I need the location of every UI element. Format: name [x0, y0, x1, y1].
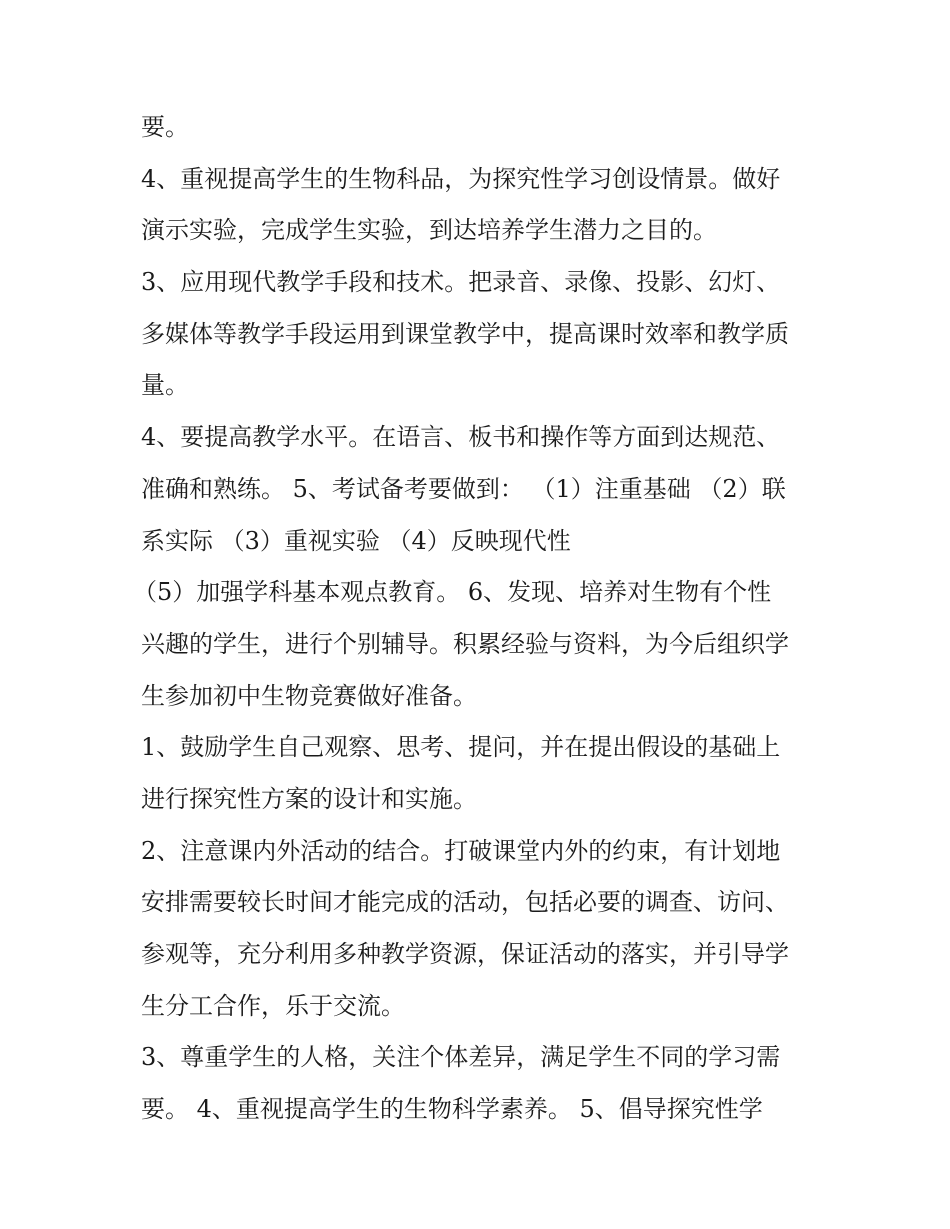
- text-line: 量。: [141, 371, 189, 400]
- text-line: 生参加初中生物竞赛做好准备。: [141, 681, 477, 710]
- text-line: （5）加强学科基本观点教育。 6、发现、培养对生物有个性: [133, 578, 772, 607]
- body-text: [133, 102, 831, 1136]
- text-line: 4、要提高教学水平。在语言、板书和操作等方面到达规范、: [141, 423, 781, 452]
- text-line: 多媒体等教学手段运用到课堂教学中，提高课时效率和教学质: [141, 319, 789, 348]
- text-line: 系实际 （3）重视实验 （4）反映现代性: [141, 526, 571, 555]
- text-line: 演示实验，完成学生实验，到达培养学生潜力之目的。: [141, 216, 717, 245]
- text-line: 准确和熟练。 5、考试备考要做到： （1）注重基础 （2）联: [141, 474, 786, 503]
- text-line: 3、应用现代教学手段和技术。把录音、录像、投影、幻灯、: [141, 268, 781, 297]
- text-line: 2、注意课内外活动的结合。打破课堂内外的约束，有计划地: [141, 836, 781, 865]
- text-line: 3、尊重学生的人格，关注个体差异，满足学生不同的学习需: [141, 1043, 781, 1072]
- text-line: 安排需要较长时间才能完成的活动，包括必要的调查、访问、: [141, 888, 789, 917]
- text-line: 要。: [141, 113, 189, 141]
- text-line: 参观等，充分利用多种教学资源，保证活动的落实，并引导学: [141, 940, 789, 968]
- text-line: 兴趣的学生，进行个别辅导。积累经验与资料，为今后组织学: [141, 629, 789, 658]
- text-line: 4、重视提高学生的生物科品，为探究性学习创设情景。做好: [141, 164, 781, 193]
- text-line: 生分工合作，乐于交流。: [141, 991, 405, 1020]
- text-line: 1、鼓励学生自己观察、思考、提问，并在提出假设的基础上: [141, 733, 781, 762]
- text-line: 要。 4、重视提高学生的生物科学素养。 5、倡导探究性学: [141, 1095, 763, 1124]
- text-line: 进行探究性方案的设计和实施。: [141, 784, 477, 813]
